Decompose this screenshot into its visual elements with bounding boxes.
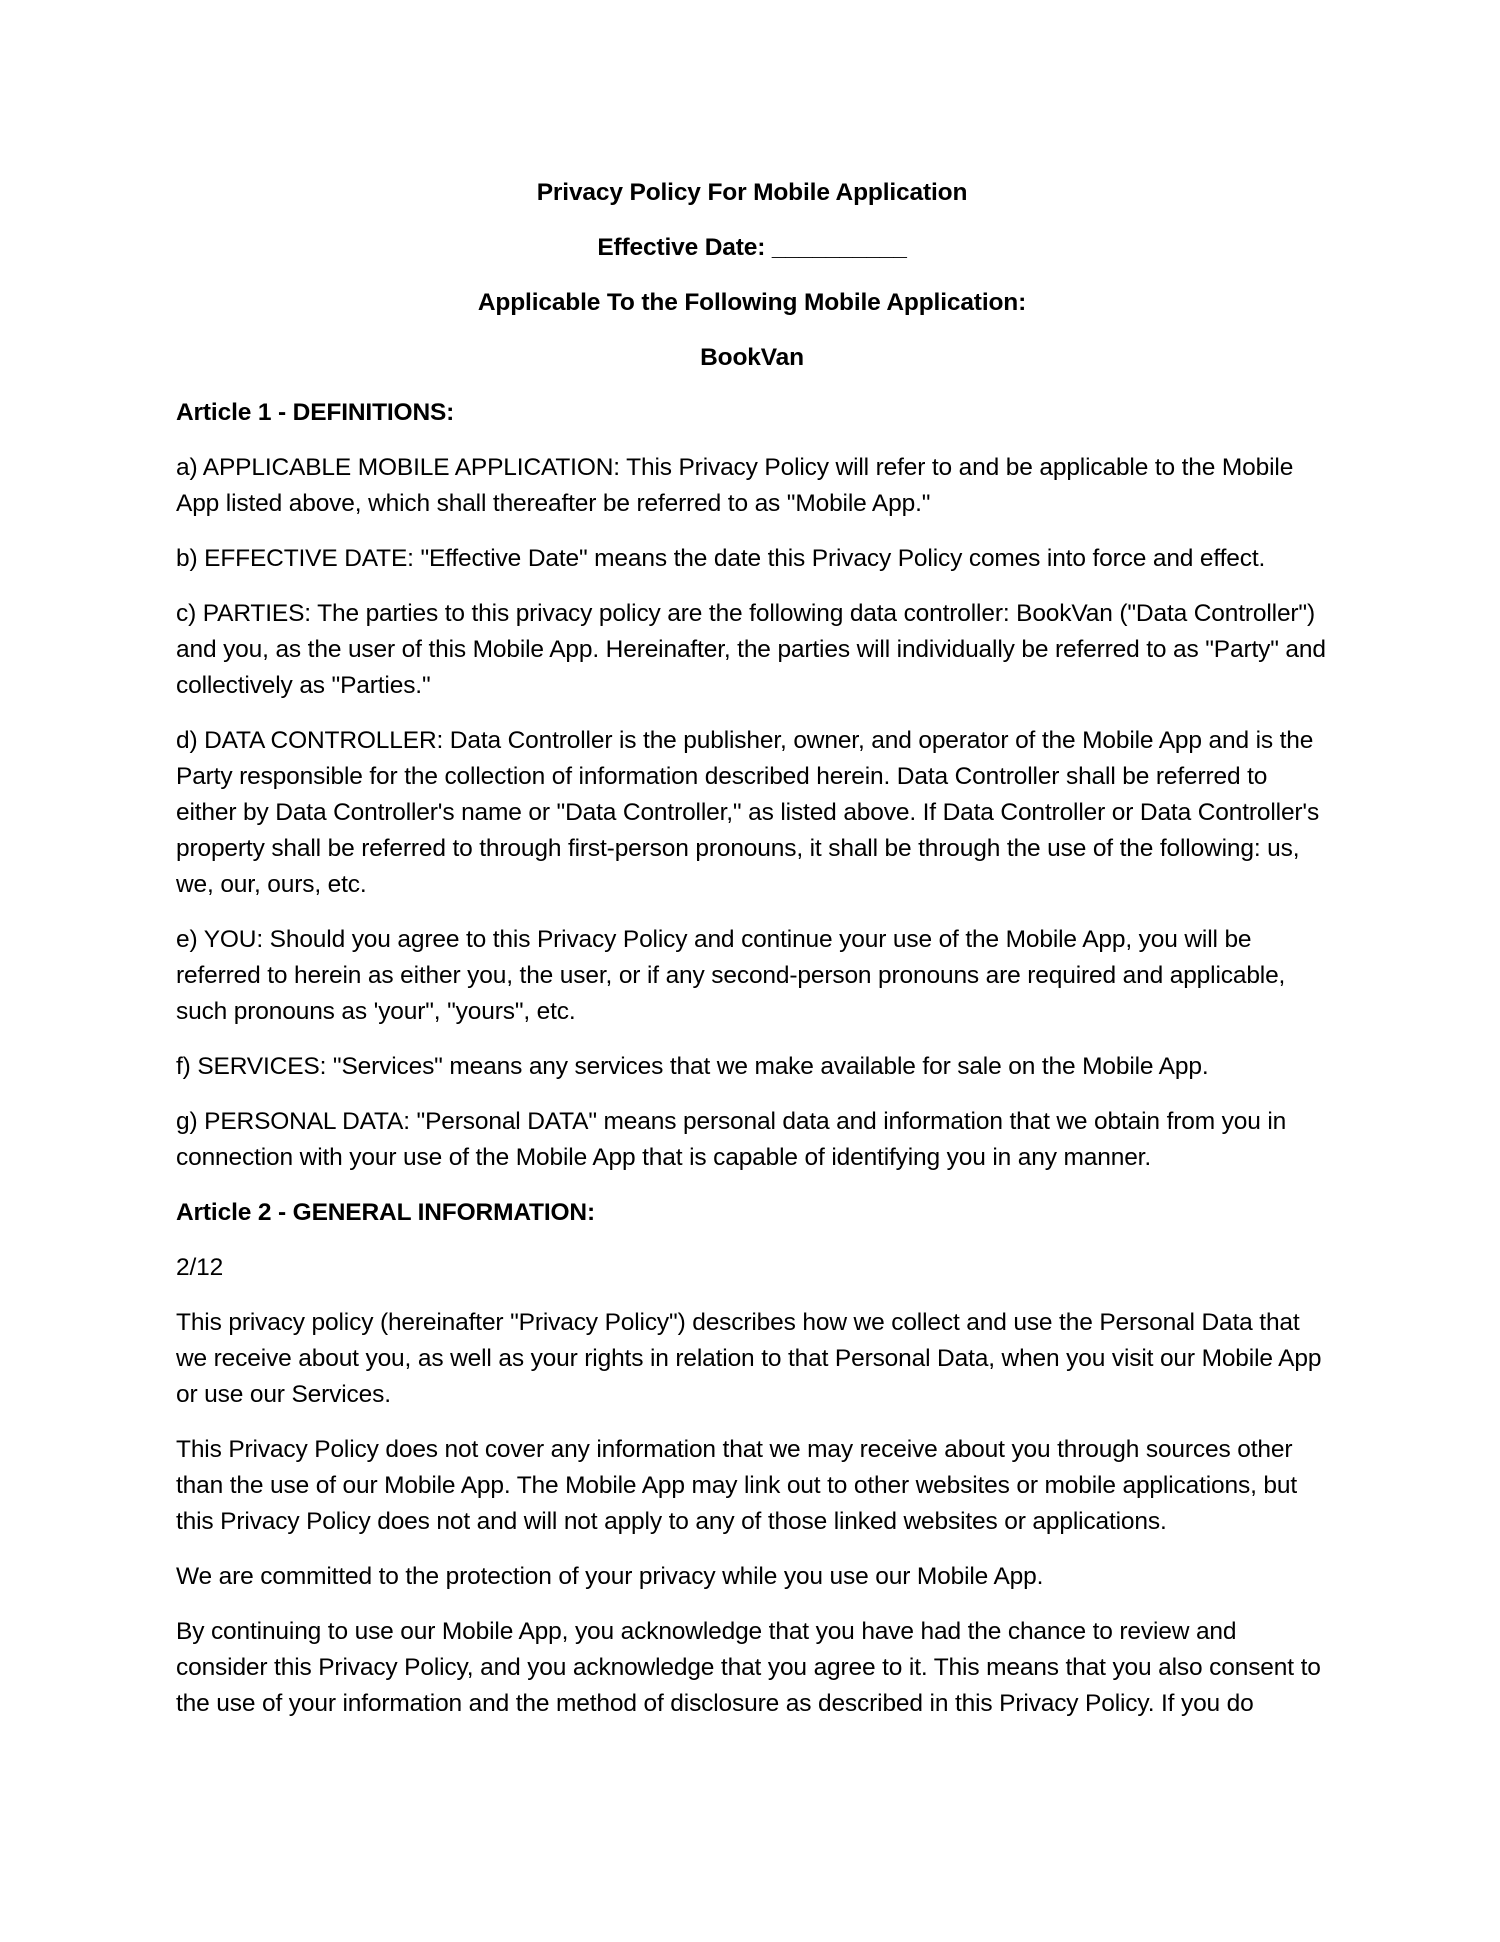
document-title: Privacy Policy For Mobile Application	[536, 179, 968, 206]
definition-g: g) PERSONAL DATA: "Personal DATA" means personal data and information that we obtain from you in connection with your use of the Mobile App that is capable of identifying you in any manner.	[176, 1108, 1287, 1171]
article-2-heading: Article 2 - GENERAL INFORMATION:	[176, 1199, 595, 1226]
general-info-paragraph: This privacy policy (hereinafter "Privacy Policy") describes how we collect and use the Personal Data that we receive about you, as well as your rights in relation to that Personal Data, when you visit our Mobile App or use our Services.	[176, 1309, 1322, 1408]
app-name: BookVan	[700, 344, 804, 371]
definition-e: e) YOU: Should you agree to this Privacy Policy and continue your use of the Mobile App, you will be referred to herein as either you, the user, or if any second-person pronouns are required and applicable, such pronouns as 'your", "yours", etc.	[176, 926, 1286, 1025]
definition-a: a) APPLICABLE MOBILE APPLICATION: This Privacy Policy will refer to and be applicable to the Mobile App listed above, which shall thereafter be referred to as "Mobile App."	[176, 454, 1294, 517]
definition-d: d) DATA CONTROLLER: Data Controller is the publisher, owner, and operator of the Mobile App and is the Party responsible for the collection of information described herein. Data Controller shall be referred to either by Data Controller's name or "Data Controller," as listed above. If Data Controller or Data Controller's property shall be referred to through first-person pronouns, it shall be through the use of the following: us, we, our, ours, etc.	[176, 727, 1320, 898]
definition-f: f) SERVICES: "Services" means any services that we make available for sale on the Mobile App.	[176, 1053, 1209, 1080]
article-1-heading: Article 1 - DEFINITIONS:	[176, 399, 455, 426]
definition-c: c) PARTIES: The parties to this privacy policy are the following data controller: BookVan ("Data Controller") and you, as the user of this Mobile App. Hereinafter, the parties will individually be referred to as "Party" and collectively as "Parties."	[176, 600, 1326, 699]
applicable-line: Applicable To the Following Mobile Application:	[477, 289, 1027, 316]
page-marker: 2/12	[176, 1254, 224, 1281]
general-info-paragraph: By continuing to use our Mobile App, you acknowledge that you have had the chance to review and consider this Privacy Policy, and you acknowledge that you agree to it. This means that you also consent to the use of your information and the method of disclosure as described in this Privacy Policy. If you do	[176, 1618, 1321, 1717]
general-info-paragraph: This Privacy Policy does not cover any information that we may receive about you through sources other than the use of our Mobile App. The Mobile App may link out to other websites or mobile applications, but this Privacy Policy does not and will not apply to any of those linked websites or applications.	[176, 1436, 1297, 1535]
definition-b: b) EFFECTIVE DATE: "Effective Date" means the date this Privacy Policy comes into force and effect.	[176, 545, 1266, 572]
effective-date-line: Effective Date: __________	[597, 234, 907, 261]
general-info-paragraph: We are committed to the protection of your privacy while you use our Mobile App.	[176, 1563, 1044, 1590]
document-page	[176, 175, 1328, 1741]
